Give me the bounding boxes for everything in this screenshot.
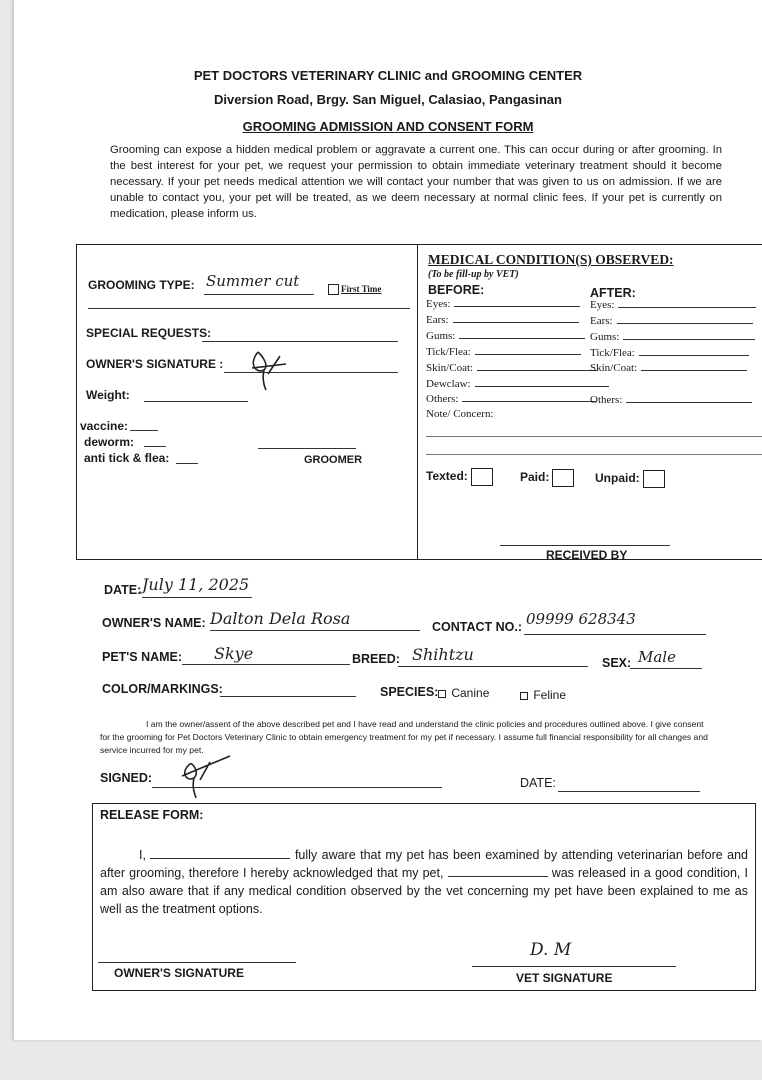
grooming-extra-line — [88, 308, 410, 309]
release-owner-name-field[interactable] — [150, 846, 290, 859]
before-item-label: Others: — [426, 393, 459, 405]
release-title: RELEASE FORM: — [100, 808, 204, 822]
feline-checkbox[interactable] — [520, 692, 528, 700]
before-item-label: Tick/Flea: — [426, 346, 471, 358]
contact-line — [524, 634, 706, 635]
after-item[interactable] — [590, 361, 747, 374]
note-concern-label: Note/ Concern: — [426, 408, 494, 420]
weight-field[interactable] — [144, 401, 248, 402]
grooming-type-label: GROOMING TYPE: — [88, 278, 195, 292]
after-item-field[interactable] — [639, 346, 749, 356]
groomer-label: GROOMER — [304, 454, 363, 466]
canine-checkbox[interactable] — [438, 690, 446, 698]
date-label: DATE: — [104, 583, 142, 597]
before-item-field[interactable] — [475, 345, 581, 355]
release-owner-signature-line[interactable] — [98, 962, 296, 963]
owner-name-line — [210, 630, 420, 631]
before-item[interactable] — [426, 377, 609, 390]
after-item-field[interactable] — [623, 330, 755, 340]
vet-signature-label: VET SIGNATURE — [516, 971, 613, 985]
first-time-checkbox[interactable] — [328, 284, 339, 295]
before-item[interactable] — [426, 361, 597, 374]
before-item-field[interactable] — [462, 392, 596, 402]
after-item-field[interactable] — [626, 393, 752, 403]
release-text-2: was released in a good condition, I am also aware that if any medical condition observed by the vet concerning my pet have been explained to me as well as the treatment options. — [100, 866, 748, 916]
before-item-field[interactable] — [453, 313, 579, 323]
after-item-label: Ears: — [590, 315, 613, 327]
before-item-field[interactable] — [459, 329, 585, 339]
before-item[interactable] — [426, 313, 579, 326]
sex-line — [630, 668, 702, 669]
release-owner-signature-label: OWNER'S SIGNATURE — [114, 966, 244, 980]
release-text-1: fully aware that my pet has been examined by attending veterinarian before and after grooming, therefore I hereby acknowledged that my pet, — [100, 848, 748, 880]
owner-signature-mark — [246, 344, 296, 394]
sex-label: SEX: — [602, 656, 632, 670]
vaccine-label: vaccine: — [80, 419, 129, 433]
release-paragraph — [100, 846, 748, 918]
color-markings-field[interactable] — [220, 696, 356, 697]
after-item-field[interactable] — [641, 361, 747, 371]
first-time-label: First Time — [341, 284, 382, 294]
after-item[interactable] — [590, 393, 752, 406]
pet-name-line — [182, 664, 350, 665]
note-line-1[interactable] — [426, 436, 762, 437]
medical-title: MEDICAL CONDITION(S) OBSERVED: — [428, 252, 674, 267]
signed-label: SIGNED: — [100, 771, 153, 785]
after-item[interactable] — [590, 298, 756, 311]
after-item[interactable] — [590, 314, 753, 327]
release-i-label: I, — [139, 848, 146, 862]
anti-tick-label: anti tick & flea: — [84, 451, 170, 465]
paid-checkbox[interactable] — [552, 469, 574, 487]
received-by-label: RECEIVED BY — [546, 548, 628, 562]
before-item[interactable] — [426, 345, 581, 358]
owner-name-label: OWNER'S NAME: — [102, 616, 206, 630]
grid-divider — [417, 244, 418, 560]
before-item[interactable] — [426, 297, 580, 310]
sex-value[interactable]: Male — [638, 648, 676, 666]
before-item-label: Dewclaw: — [426, 378, 471, 390]
before-item-field[interactable] — [477, 361, 597, 371]
unpaid-label: Unpaid: — [595, 471, 640, 486]
feline-option[interactable] — [520, 688, 566, 702]
before-item-label: Gums: — [426, 330, 456, 342]
medical-subtitle: (To be fill-up by VET) — [428, 269, 519, 280]
breed-line — [398, 666, 588, 667]
unpaid-option[interactable] — [595, 470, 665, 488]
after-item-label: Gums: — [590, 331, 620, 343]
before-item[interactable] — [426, 392, 596, 405]
pet-name-label: PET'S NAME: — [102, 650, 183, 664]
after-item[interactable] — [590, 346, 749, 359]
after-item-label: Skin/Coat: — [590, 362, 638, 374]
consent-date-field[interactable] — [558, 791, 700, 792]
first-time-option[interactable] — [328, 284, 381, 295]
consent-date-label: DATE: — [520, 776, 556, 790]
weight-label: Weight: — [86, 388, 130, 402]
special-requests-field[interactable] — [202, 341, 398, 342]
release-pet-name-field[interactable] — [448, 864, 548, 877]
intro-paragraph: Grooming can expose a hidden medical problem or aggravate a current one. This can occur during or after grooming. In the best interest for your pet, we request your permission to obtain immediate veterinary treatment should it become necessary. If your pet needs medical attention we will contact your number that was given to us on admission. If we are unable to contact you, your pet will be treated, as we deem necessary at normal clinic fees. If your pet is currently on medication, please inform us. — [110, 144, 722, 220]
grooming-type-value[interactable]: Summer cut — [206, 272, 300, 290]
after-item-field[interactable] — [617, 314, 753, 324]
pet-name-value[interactable]: Skye — [214, 644, 254, 663]
after-item-label: Others: — [590, 394, 623, 406]
before-item-label: Ears: — [426, 314, 449, 326]
after-item-field[interactable] — [618, 298, 756, 308]
unpaid-checkbox[interactable] — [643, 470, 665, 488]
clinic-address: Diversion Road, Brgy. San Miguel, Calasiao, Pangasinan — [214, 92, 562, 107]
owner-signature-label: OWNER'S SIGNATURE : — [86, 357, 224, 371]
consent-text: I am the owner/assent of the above described pet and I have read and understand the clinic policies and procedures outlined above. I give consent for the grooming for Pet Doctors Veterinary Clinic to obtain emergency treatment for my pet if necessary. I assume full financial responsibility for all changes and service incurred for my pet. — [100, 719, 708, 755]
paid-option[interactable] — [520, 469, 574, 487]
before-item[interactable] — [426, 329, 585, 342]
contact-value[interactable]: 09999 628343 — [526, 610, 636, 628]
anti-tick-field[interactable] — [176, 463, 198, 464]
consent-signature-mark — [174, 754, 234, 800]
deworm-field[interactable] — [144, 446, 166, 447]
feline-label: Feline — [533, 688, 567, 702]
color-markings-label: COLOR/MARKINGS: — [102, 682, 223, 696]
texted-label: Texted: — [426, 469, 468, 484]
after-item-label: Tick/Flea: — [590, 347, 635, 359]
texted-option[interactable] — [426, 468, 493, 486]
groomer-signature-line[interactable] — [258, 448, 356, 449]
canine-label: Canine — [451, 686, 490, 700]
grooming-type-line — [204, 294, 314, 295]
note-line-2[interactable] — [426, 454, 762, 455]
before-item-field[interactable] — [475, 377, 609, 387]
breed-label: BREED: — [352, 652, 400, 666]
before-label: BEFORE: — [428, 283, 485, 297]
vaccine-field[interactable] — [130, 430, 158, 431]
vet-initials: D. M — [530, 940, 572, 960]
owner-name-value[interactable]: Dalton Dela Rosa — [210, 609, 351, 628]
form-sheet — [14, 0, 762, 1040]
received-by-line[interactable] — [500, 545, 670, 546]
contact-label: CONTACT NO.: — [432, 620, 523, 634]
before-item-label: Skin/Coat: — [426, 362, 474, 374]
special-requests-label: SPECIAL REQUESTS: — [86, 326, 212, 340]
after-label: AFTER: — [590, 286, 636, 300]
date-value[interactable]: July 11, 2025 — [142, 575, 250, 594]
breed-value[interactable]: Shihtzu — [412, 645, 474, 664]
texted-checkbox[interactable] — [471, 468, 493, 486]
after-item-label: Eyes: — [590, 299, 615, 311]
clinic-name: PET DOCTORS VETERINARY CLINIC and GROOMING CENTER — [193, 68, 583, 83]
date-line — [142, 597, 252, 598]
paid-label: Paid: — [520, 470, 550, 485]
deworm-label: deworm: — [84, 435, 135, 449]
before-item-label: Eyes: — [426, 298, 451, 310]
vet-signature-line[interactable] — [472, 966, 676, 967]
species-label: SPECIES: — [380, 685, 439, 699]
canine-option[interactable] — [438, 686, 489, 700]
before-item-field[interactable] — [454, 297, 580, 307]
form-title: GROOMING ADMISSION AND CONSENT FORM — [242, 119, 534, 134]
after-item[interactable] — [590, 330, 755, 343]
